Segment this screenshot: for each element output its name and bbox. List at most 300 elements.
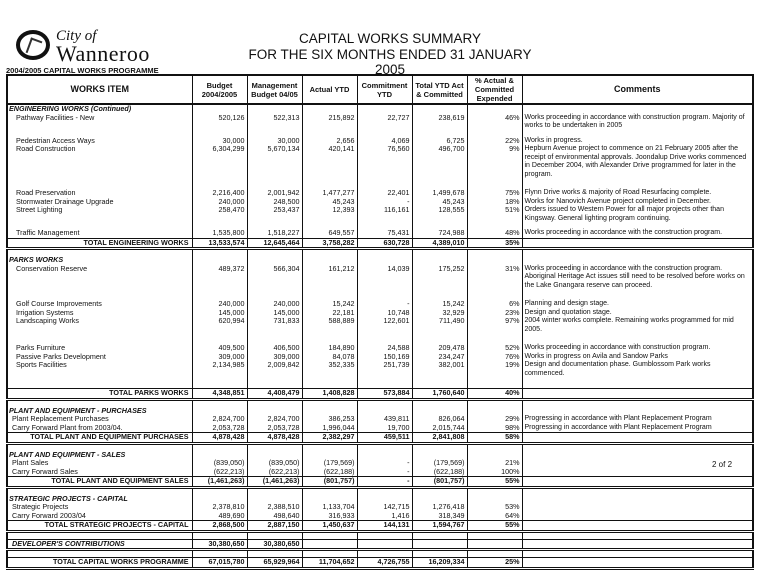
comment <box>522 558 753 569</box>
total-label: TOTAL PARKS WORKS <box>7 389 192 400</box>
comment: Design and documentation phase. Gumblossom Park works commenced. <box>522 361 753 378</box>
empty-cell <box>412 487 467 495</box>
works-item: Stormwater Drainage Upgrade <box>7 198 192 207</box>
empty-cell <box>357 290 412 300</box>
comment <box>522 238 753 249</box>
works-item: Pathway Facilities - New <box>7 114 192 131</box>
value-total: 32,929 <box>412 309 467 318</box>
value-pct: 18% <box>467 198 522 207</box>
total-label: TOTAL CAPITAL WORKS PROGRAMME <box>7 558 192 569</box>
section-title: PLANT AND EQUIPMENT - SALES <box>7 451 192 460</box>
value-pct: 19% <box>467 361 522 378</box>
empty-cell <box>192 378 247 389</box>
value-actual: 420,141 <box>302 145 357 179</box>
empty-cell <box>412 249 467 257</box>
empty-cell <box>467 539 522 550</box>
value-budget: 145,000 <box>192 309 247 318</box>
table-row <box>7 361 753 378</box>
value-total: 209,478 <box>412 344 467 353</box>
value-commit: 122,601 <box>357 317 412 334</box>
section-title: PLANT AND EQUIPMENT - PURCHASES <box>7 407 192 416</box>
comment <box>522 477 753 488</box>
value-actual: 84,078 <box>302 353 357 362</box>
value-pct: 46% <box>467 114 522 131</box>
value-actual: 22,181 <box>302 309 357 318</box>
value-budget: 240,000 <box>192 300 247 309</box>
spacer-row <box>7 531 753 539</box>
total-actual: 11,704,652 <box>302 558 357 569</box>
empty-cell <box>302 539 357 550</box>
value-mgmt: 2,388,510 <box>247 503 302 512</box>
total-mgmt: 12,645,464 <box>247 238 302 249</box>
value-budget: 520,126 <box>192 114 247 131</box>
empty-cell <box>357 495 412 504</box>
value-pct: 53% <box>467 503 522 512</box>
col-header-pct-expended: % Actual & Committed Expended <box>467 75 522 104</box>
empty-cell <box>522 550 753 558</box>
empty-cell <box>522 179 753 189</box>
value-budget: 6,304,299 <box>192 145 247 179</box>
value-actual: (622,188) <box>302 468 357 477</box>
value-commit: 150,169 <box>357 353 412 362</box>
comment <box>522 512 753 521</box>
value-actual: (179,569) <box>302 459 357 468</box>
total-total: 16,209,334 <box>412 558 467 569</box>
works-item: Conservation Reserve <box>7 265 192 291</box>
logo-city-text: City of <box>56 28 97 44</box>
value-pct: 48% <box>467 229 522 238</box>
total-pct: 58% <box>467 433 522 444</box>
total-actual: 1,450,637 <box>302 521 357 532</box>
total-total: 4,389,010 <box>412 238 467 249</box>
value-pct: 21% <box>467 459 522 468</box>
empty-cell <box>192 249 247 257</box>
empty-cell <box>357 399 412 407</box>
value-total: 175,252 <box>412 265 467 291</box>
spacer-row <box>7 249 753 257</box>
value-mgmt: 30,000 <box>247 137 302 146</box>
capital-works-table <box>6 74 754 570</box>
value-mgmt: 406,500 <box>247 344 302 353</box>
value-budget: (839,050) <box>192 459 247 468</box>
empty-cell <box>247 487 302 495</box>
value-mgmt: 1,518,227 <box>247 229 302 238</box>
programme-label: 2004/2005 CAPITAL WORKS PROGRAMME <box>6 66 159 75</box>
value-actual: 386,253 <box>302 415 357 424</box>
comment: Orders issued to Western Power for all major projects other than Kingsway. General lighting program continuing. <box>522 206 753 223</box>
works-item: Pedestrian Access Ways <box>7 137 192 146</box>
empty-cell <box>412 550 467 558</box>
value-budget: 2,053,728 <box>192 424 247 433</box>
empty-cell <box>357 451 412 460</box>
empty-cell <box>247 531 302 539</box>
value-budget: 489,372 <box>192 265 247 291</box>
table-row <box>7 353 753 362</box>
total-label: TOTAL PLANT AND EQUIPMENT SALES <box>7 477 192 488</box>
value-actual: 316,933 <box>302 512 357 521</box>
total-actual: 1,408,828 <box>302 389 357 400</box>
value-budget: 30,000 <box>192 137 247 146</box>
empty-cell <box>522 407 753 416</box>
value-pct: 6% <box>467 300 522 309</box>
col-header-comments: Comments <box>522 75 753 104</box>
table-row <box>7 137 753 146</box>
empty-cell <box>247 378 302 389</box>
empty-cell <box>357 378 412 389</box>
empty-cell <box>192 443 247 451</box>
value-budget: 2,824,700 <box>192 415 247 424</box>
value-budget: (622,213) <box>192 468 247 477</box>
total-mgmt: 65,929,964 <box>247 558 302 569</box>
value-mgmt: 566,304 <box>247 265 302 291</box>
value-total: 1,276,418 <box>412 503 467 512</box>
empty-cell <box>412 443 467 451</box>
value-total: 234,247 <box>412 353 467 362</box>
total-row <box>7 521 753 532</box>
value-commit: 439,811 <box>357 415 412 424</box>
value-budget: 2,216,400 <box>192 189 247 198</box>
section-header-row <box>7 495 753 504</box>
comment: Works proceeding in accordance with construction program. <box>522 344 753 353</box>
value-mgmt: 2,001,942 <box>247 189 302 198</box>
table-row <box>7 114 753 131</box>
section-title: ENGINEERING WORKS (Continued) <box>7 104 192 114</box>
empty-cell <box>302 443 357 451</box>
empty-cell <box>522 539 753 550</box>
total-budget: 67,015,780 <box>192 558 247 569</box>
empty-cell <box>467 495 522 504</box>
table-row <box>7 512 753 521</box>
value-pct: 29% <box>467 415 522 424</box>
empty-cell <box>467 249 522 257</box>
page-title: CAPITAL WORKS SUMMARY <box>298 31 482 46</box>
comment <box>522 433 753 444</box>
empty-cell <box>7 487 192 495</box>
page-subtitle: FOR THE SIX MONTHS ENDED 31 JANUARY 2005 <box>248 47 532 77</box>
value-pct: 98% <box>467 424 522 433</box>
empty-cell <box>302 487 357 495</box>
empty-cell <box>7 378 192 389</box>
total-budget: 4,348,851 <box>192 389 247 400</box>
works-item: Passive Parks Development <box>7 353 192 362</box>
value-pct: 100% <box>467 468 522 477</box>
spacer-row <box>7 487 753 495</box>
empty-cell <box>7 550 192 558</box>
value-commit: - <box>357 459 412 468</box>
col-header-total-ytd: Total YTD Act & Committed <box>412 75 467 104</box>
empty-cell <box>467 531 522 539</box>
total-commit: 573,884 <box>357 389 412 400</box>
total-commit: - <box>357 477 412 488</box>
empty-cell <box>302 399 357 407</box>
empty-cell <box>247 495 302 504</box>
table-row <box>7 198 753 207</box>
value-mgmt: 240,000 <box>247 300 302 309</box>
value-total: 382,001 <box>412 361 467 378</box>
total-actual: (801,757) <box>302 477 357 488</box>
comment: Works for Nanovich Avenue project completed in December. <box>522 198 753 207</box>
value-total: 45,243 <box>412 198 467 207</box>
value-commit: - <box>357 198 412 207</box>
value-actual: 649,557 <box>302 229 357 238</box>
spacer-row <box>7 550 753 558</box>
table-row <box>7 300 753 309</box>
value-commit: 14,039 <box>357 265 412 291</box>
works-item: Plant Replacement Purchases <box>7 415 192 424</box>
works-item: Strategic Projects <box>7 503 192 512</box>
empty-cell <box>192 487 247 495</box>
developers-label: DEVELOPER'S CONTRIBUTIONS <box>7 539 192 550</box>
empty-cell <box>467 399 522 407</box>
total-row <box>7 238 753 249</box>
value-mgmt: 2,009,842 <box>247 361 302 378</box>
value-pct: 22% <box>467 137 522 146</box>
table-row <box>7 145 753 179</box>
value-actual: 588,889 <box>302 317 357 334</box>
total-row <box>7 477 753 488</box>
value-mgmt: 2,053,728 <box>247 424 302 433</box>
empty-cell <box>192 495 247 504</box>
value-commit: - <box>357 300 412 309</box>
value-commit: 10,748 <box>357 309 412 318</box>
table-row <box>7 206 753 223</box>
empty-cell <box>522 249 753 257</box>
value-actual: 184,890 <box>302 344 357 353</box>
value-total: 2,015,744 <box>412 424 467 433</box>
total-mgmt: (1,461,263) <box>247 477 302 488</box>
table-row <box>7 265 753 291</box>
value-commit: 116,161 <box>357 206 412 223</box>
empty-cell <box>467 378 522 389</box>
value-mgmt: 522,313 <box>247 114 302 131</box>
empty-cell <box>412 539 467 550</box>
works-item: Parks Furniture <box>7 344 192 353</box>
value-total: (622,188) <box>412 468 467 477</box>
value-total: 318,349 <box>412 512 467 521</box>
value-mgmt: (839,050) <box>247 459 302 468</box>
comment: Planning and design stage. <box>522 300 753 309</box>
comment: Progressing in accordance with Plant Replacement Program <box>522 424 753 433</box>
value-commit: - <box>357 468 412 477</box>
value-mgmt: 498,640 <box>247 512 302 521</box>
col-header-actual-ytd: Actual YTD <box>302 75 357 104</box>
total-pct: 55% <box>467 521 522 532</box>
value-mgmt: 253,437 <box>247 206 302 223</box>
value-mgmt: 309,000 <box>247 353 302 362</box>
empty-cell <box>302 495 357 504</box>
value-commit: 19,700 <box>357 424 412 433</box>
total-actual: 3,758,282 <box>302 238 357 249</box>
value-commit: 24,588 <box>357 344 412 353</box>
total-total: 1,594,767 <box>412 521 467 532</box>
comment: Design and quotation stage. <box>522 309 753 318</box>
value-pct: 75% <box>467 189 522 198</box>
table-row <box>7 309 753 318</box>
total-mgmt: 4,878,428 <box>247 433 302 444</box>
total-commit: 630,728 <box>357 238 412 249</box>
col-header-mgmt-budget: Management Budget 04/05 <box>247 75 302 104</box>
value-total: 238,619 <box>412 114 467 131</box>
empty-cell <box>302 550 357 558</box>
empty-cell <box>522 531 753 539</box>
value-budget: 309,000 <box>192 353 247 362</box>
empty-cell <box>522 451 753 460</box>
spacer-row <box>7 334 753 344</box>
value-mgmt: 2,824,700 <box>247 415 302 424</box>
total-commit: 144,131 <box>357 521 412 532</box>
total-label: TOTAL STRATEGIC PROJECTS - CAPITAL <box>7 521 192 532</box>
works-item: Golf Course Improvements <box>7 300 192 309</box>
comment: Works proceeding in accordance with construction program. Majority of works to be undertaken in 2005 <box>522 114 753 131</box>
total-total: 1,760,640 <box>412 389 467 400</box>
works-item: Plant Sales <box>7 459 192 468</box>
city-logo <box>6 28 150 66</box>
section-header-row <box>7 451 753 460</box>
empty-cell <box>357 531 412 539</box>
section-title: STRATEGIC PROJECTS - CAPITAL <box>7 495 192 504</box>
table-row <box>7 317 753 334</box>
works-item: Irrigation Systems <box>7 309 192 318</box>
works-item: Carry Forward Sales <box>7 468 192 477</box>
works-item: Traffic Management <box>7 229 192 238</box>
empty-cell <box>412 495 467 504</box>
value-pct: 76% <box>467 353 522 362</box>
comment: 2004 winter works complete. Remaining works programmed for mid 2005. <box>522 317 753 334</box>
developers-mgmt: 30,380,650 <box>247 539 302 550</box>
empty-cell <box>412 531 467 539</box>
value-commit: 142,715 <box>357 503 412 512</box>
value-actual: 45,243 <box>302 198 357 207</box>
grand-total-row <box>7 558 753 569</box>
value-budget: 2,378,810 <box>192 503 247 512</box>
total-label: TOTAL ENGINEERING WORKS <box>7 238 192 249</box>
value-mgmt: (622,213) <box>247 468 302 477</box>
total-total: (801,757) <box>412 477 467 488</box>
total-pct: 35% <box>467 238 522 249</box>
empty-cell <box>247 443 302 451</box>
spacer-row <box>7 179 753 189</box>
total-budget: 13,533,574 <box>192 238 247 249</box>
developers-contributions-row <box>7 539 753 550</box>
value-commit: 22,401 <box>357 189 412 198</box>
comment: Works proceeding in accordance with the construction program. <box>522 229 753 238</box>
value-total: 6,725 <box>412 137 467 146</box>
total-pct: 25% <box>467 558 522 569</box>
section-header-row <box>7 104 753 114</box>
works-item: Road Construction <box>7 145 192 179</box>
empty-cell <box>357 249 412 257</box>
value-commit: 251,739 <box>357 361 412 378</box>
value-budget: 489,690 <box>192 512 247 521</box>
empty-cell <box>247 399 302 407</box>
works-item: Carry Forward Plant from 2003/04. <box>7 424 192 433</box>
empty-cell <box>192 399 247 407</box>
empty-cell <box>522 487 753 495</box>
value-actual: 1,477,277 <box>302 189 357 198</box>
value-commit: 22,727 <box>357 114 412 131</box>
value-actual: 12,393 <box>302 206 357 223</box>
value-total: 15,242 <box>412 300 467 309</box>
value-actual: 215,892 <box>302 114 357 131</box>
empty-cell <box>192 531 247 539</box>
section-header-row <box>7 256 753 265</box>
empty-cell <box>412 378 467 389</box>
empty-cell <box>467 550 522 558</box>
empty-cell <box>247 249 302 257</box>
empty-cell <box>302 378 357 389</box>
value-commit: 75,431 <box>357 229 412 238</box>
empty-cell <box>357 443 412 451</box>
works-item: Sports Facilities <box>7 361 192 378</box>
comment: Hepburn Avenue project to commence on 21 February 2005 after the receipt of environmental approvals. Joondalup Drive works commenced in December 2004, with Alexander Drive programmed for later in the program. <box>522 145 753 179</box>
value-total: 826,064 <box>412 415 467 424</box>
empty-cell <box>357 539 412 550</box>
col-header-budget: Budget 2004/2005 <box>192 75 247 104</box>
comment <box>522 503 753 512</box>
table-row <box>7 344 753 353</box>
total-row <box>7 433 753 444</box>
value-budget: 258,470 <box>192 206 247 223</box>
section-header-row <box>7 407 753 416</box>
total-pct: 55% <box>467 477 522 488</box>
empty-cell <box>467 487 522 495</box>
empty-cell <box>192 550 247 558</box>
empty-cell <box>412 399 467 407</box>
value-commit: 76,560 <box>357 145 412 179</box>
empty-cell <box>522 256 753 265</box>
value-budget: 240,000 <box>192 198 247 207</box>
total-budget: 4,878,428 <box>192 433 247 444</box>
empty-cell <box>522 334 753 344</box>
value-pct: 52% <box>467 344 522 353</box>
value-pct: 23% <box>467 309 522 318</box>
spacer-row <box>7 290 753 300</box>
total-commit: 459,511 <box>357 433 412 444</box>
value-mgmt: 248,500 <box>247 198 302 207</box>
value-pct: 64% <box>467 512 522 521</box>
empty-cell <box>467 443 522 451</box>
total-mgmt: 2,887,150 <box>247 521 302 532</box>
section-title: PARKS WORKS <box>7 256 192 265</box>
developers-budget: 30,380,650 <box>192 539 247 550</box>
value-actual: 1,996,044 <box>302 424 357 433</box>
col-header-works-item: WORKS ITEM <box>7 75 192 104</box>
empty-cell <box>522 443 753 451</box>
total-mgmt: 4,408,479 <box>247 389 302 400</box>
total-actual: 2,382,297 <box>302 433 357 444</box>
value-total: (179,569) <box>412 459 467 468</box>
empty-cell <box>522 399 753 407</box>
table-row <box>7 229 753 238</box>
city-emblem-icon <box>16 30 50 60</box>
value-budget: 1,535,800 <box>192 229 247 238</box>
value-total: 1,499,678 <box>412 189 467 198</box>
empty-cell <box>247 550 302 558</box>
empty-cell <box>522 104 753 114</box>
empty-cell <box>7 531 192 539</box>
empty-cell <box>357 550 412 558</box>
page-number: 2 of 2 <box>712 460 733 469</box>
value-actual: 15,242 <box>302 300 357 309</box>
value-total: 711,490 <box>412 317 467 334</box>
total-commit: 4,726,755 <box>357 558 412 569</box>
value-actual: 1,133,704 <box>302 503 357 512</box>
works-item: Carry Forward 2003/04 <box>7 512 192 521</box>
value-budget: 409,500 <box>192 344 247 353</box>
empty-cell <box>522 290 753 300</box>
value-pct: 51% <box>467 206 522 223</box>
empty-cell <box>302 531 357 539</box>
